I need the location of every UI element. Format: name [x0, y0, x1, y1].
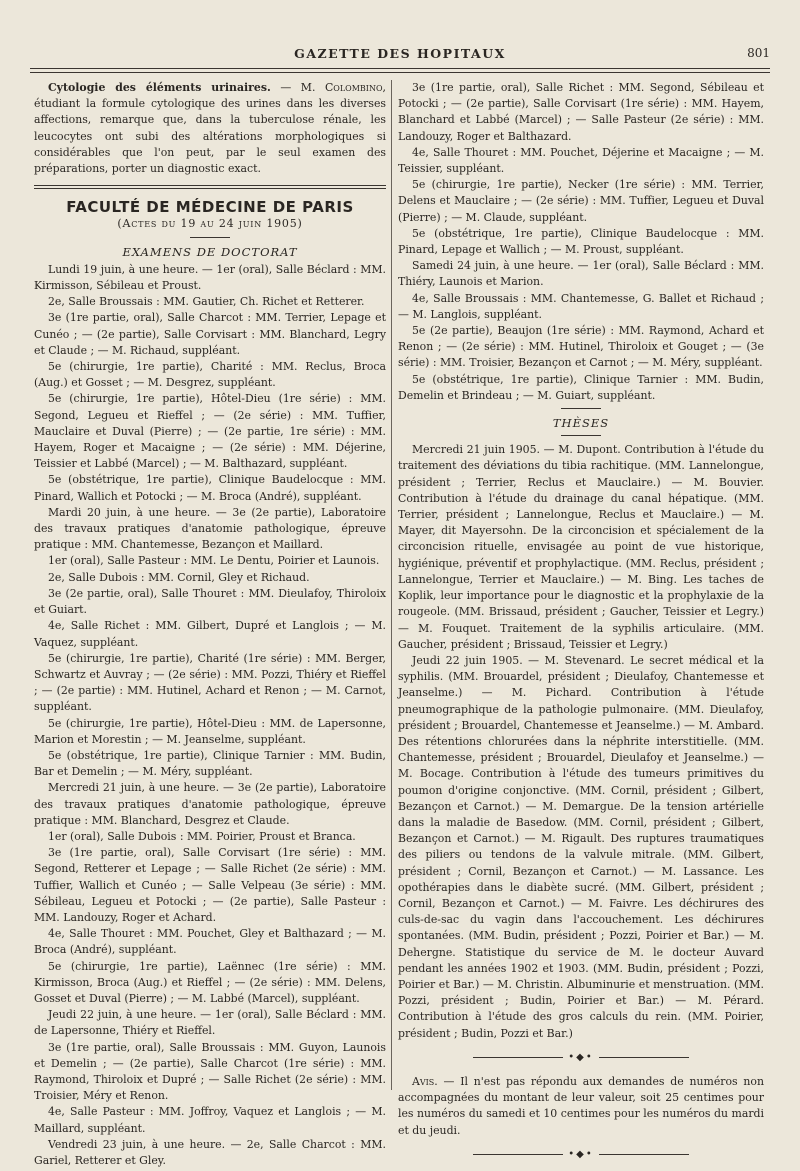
ornament-divider — [398, 1050, 764, 1066]
exam-paragraph: 3e (1re partie, oral), Salle Corvisart (1re série) : MM. Segond, Retterer et Lepage ; — Salle Richet (2e série) : MM. Tuffier, Wallich et Cunéo ; — Salle Velpeau (3e série) : MM. Sébileau, Legueu et Potocki ; — (2e partie), Salle Pasteur : MM. Landouzy, Roger et Achard. — [34, 846, 386, 924]
exam-paragraph: 3e (2e partie, oral), Salle Thouret : MM. Dieulafoy, Thiroloix et Guiart. — [34, 586, 386, 617]
page-header — [30, 40, 770, 80]
column-divider — [391, 80, 392, 1090]
exam-paragraph: 5e (obstétrique, 1re partie), Clinique Tarnier : MM. Budin, Bar et Demelin ; — M. Méry, suppléant. — [34, 748, 386, 779]
exam-paragraph: 5e (2e partie), Beaujon (1re série) : MM. Raymond, Achard et Renon ; — (2e série) : MM. Hutinel, Thiroloix et Gouget ; — (3e série) : MM. Troisier, Bezançon et Carnot ; — M. Méry, suppléant. — [398, 324, 764, 370]
exam-paragraph: 4e, Salle Pasteur : MM. Joffroy, Vaquez et Langlois ; — M. Maillard, suppléant. — [34, 1105, 386, 1135]
ornament-glyph: •◆• — [568, 1148, 594, 1160]
ornament-divider — [398, 1147, 764, 1163]
theses-paragraph: Mercredi 21 juin 1905. — M. Dupont. Contribution à l'étude du traitement des déviations du tibia rachitique. (MM. Lannelongue, président ; Terrier, Reclus et Mauclaire.) — M. Bouvier. Contribution à l'étude du drainage du canal hépatique. (MM. Terrier, président ; Lannelongue, Reclus et Mauclaire.) — M. Mayer, dit Mayersohn. De la circoncision et spécialement de la circoncision rituelle, envisagée au point de vue historique, hygiénique, préventif et prophylactique. (MM. Reclus, président ; Lannelongue, Terrier et Mauclaire.) — M. Bing. Les taches de Koplik, leur importance pour le diagnostic et la prophylaxie de la rougeole. (MM. Brissaud, président ; Gaucher, Teissier et Legry.) — M. Fouquet. Traitement de la syphilis articulaire. (MM. Gaucher, président ; Brissaud, Teissier et Legry.) — [398, 443, 764, 651]
section-rule-thin — [34, 188, 386, 189]
exam-paragraph: 5e (chirurgie, 1re partie), Necker (1re série) : MM. Terrier, Delens et Mauclaire ; — (2e série) : MM. Tuffier, Legueu et Duval (Pierre) ; — M. Claude, suppléant. — [398, 178, 764, 224]
exam-paragraph: 1er (oral), Salle Pasteur : MM. Le Dentu, Poirier et Launois. — [48, 554, 380, 568]
theses-title: THÈSES — [552, 416, 610, 431]
header-rule-thin — [30, 72, 770, 73]
ornament-glyph: •◆• — [568, 1051, 594, 1063]
header-rule — [30, 68, 770, 69]
faculty-subtitle: (Actes du 19 au 24 juin 1905) — [117, 217, 303, 231]
short-rule — [561, 435, 601, 436]
exam-paragraph: 5e (chirurgie, 1re partie), Charité : MM. Reclus, Broca (Aug.) et Gosset ; — M. Desgrez, suppléant. — [34, 360, 386, 390]
journal-title: GAZETTE DES HOPITAUX — [294, 46, 506, 61]
notice-paragraph — [398, 1074, 764, 1139]
exam-paragraph: 5e (obstétrique, 1re partie), Clinique Tarnier : MM. Budin, Demelin et Brindeau ; — M. Guiart, suppléant. — [398, 372, 764, 402]
exam-paragraph: 3e (1re partie, oral), Salle Broussais : MM. Guyon, Launois et Demelin ; — (2e partie), Salle Charcot (1re série) : MM. Raymond, Thiroloix et Dupré ; — Salle Richet (2e série) : MM. Troisier, Méry et Renon. — [34, 1040, 386, 1103]
notice-text: — Il n'est pas répondu aux demandes de numéros non accompagnées du montant de leur valeur, soit 25 centimes pour les numéros du samedi et 10 centimes pour les numéros du mardi et du jeudi. — [398, 1074, 764, 1137]
exam-paragraph: Jeudi 22 juin, à une heure. — 1er (oral), Salle Béclard : MM. de Lapersonne, Thiéry et Rieffel. — [34, 1008, 386, 1038]
exams-list-continued — [398, 80, 764, 404]
left-column — [34, 80, 386, 1169]
exam-paragraph: 3e (1re partie, oral), Salle Richet : MM. Segond, Sébileau et Potocki ; — (2e partie), Salle Corvisart (1re série) : MM. Hayem, Blanchard et Labbé (Marcel) ; — Salle Pasteur (2e série) : MM. Landouzy, Roger et Balthazard. — [398, 81, 764, 143]
exams-list — [34, 262, 386, 1169]
exam-paragraph: Lundi 19 juin, à une heure. — 1er (oral), Salle Béclard : MM. Kirmisson, Sébileau et Proust. — [34, 262, 386, 293]
page-number: 801 — [747, 46, 770, 60]
notice-label: Avis. — [412, 1074, 438, 1088]
exam-paragraph: Mardi 20 juin, à une heure. — 3e (2e partie), Laboratoire des travaux pratiques d'anatomie pathologique, épreuve pratique : MM. Chantemesse, Bezançon et Maillard. — [34, 505, 386, 552]
faculty-title: FACULTÉ DE MÉDECINE DE PARIS — [66, 198, 354, 217]
cytology-paragraph: Cytologie des éléments urinaires. — M. Colombino, étudiant la formule cytologique des urines dans les diverses affections, remarque que, dans la tuberculose rénale, les leucocytes ont subi des altérations morphologiques si considérables que l'on peut, par le seul examen des préparations, porter un diagnostic exact. — [34, 81, 386, 176]
exam-paragraph: 4e, Salle Thouret : MM. Pouchet, Gley et Balthazard ; — M. Broca (André), suppléant. — [34, 927, 386, 957]
exam-paragraph: 5e (chirurgie, 1re partie), Hôtel-Dieu (1re série) : MM. Segond, Legueu et Rieffel ; — (2e série) : MM. Tuffier, Mauclaire et Duval (Pierre) ; — (2e partie, 1re série) : MM. Hayem, Roger et Macaigne ; — (2e série) : MM. Déjerine, Teissier et Labbé (Marcel) ; — M. Balthazard, suppléant. — [34, 392, 386, 471]
exam-paragraph: Samedi 24 juin, à une heure. — 1er (oral), Salle Béclard : MM. Thiéry, Launois et Marion. — [398, 259, 764, 289]
exam-paragraph: 1er (oral), Salle Dubois : MM. Poirier, Proust et Branca. — [48, 829, 356, 843]
exam-paragraph: 5e (obstétrique, 1re partie), Clinique Baudelocque : MM. Pinard, Lepage et Wallich ; — M. Proust, suppléant. — [398, 226, 764, 257]
exam-paragraph: 2e, Salle Broussais : MM. Gautier, Ch. Richet et Retterer. — [48, 295, 365, 309]
exams-title: EXAMENS DE DOCTORAT — [122, 244, 298, 259]
exam-paragraph: 5e (chirurgie, 1re partie), Charité (1re série) : MM. Berger, Schwartz et Auvray ; — (2e série) : MM. Pozzi, Thiéry et Rieffel ; — (2e partie) : MM. Hutinel, Achard et Renon ; — M. Carnot, suppléant. — [34, 651, 386, 714]
exam-paragraph: 5e (chirurgie, 1re partie), Hôtel-Dieu : MM. de Lapersonne, Marion et Morestin ; — M. Jeanselme, suppléant. — [34, 716, 386, 746]
exam-paragraph: 4e, Salle Thouret : MM. Pouchet, Déjerine et Macaigne ; — M. Teissier, suppléant. — [398, 145, 764, 176]
exam-paragraph: 2e, Salle Dubois : MM. Cornil, Gley et Richaud. — [48, 570, 310, 584]
exam-paragraph: Mercredi 21 juin, à une heure. — 3e (2e partie), Laboratoire des travaux pratiques d'anatomie pathologique, épreuve pratique : MM. Blanchard, Desgrez et Claude. — [34, 781, 386, 827]
exam-paragraph: 4e, Salle Broussais : MM. Chantemesse, G. Ballet et Richaud ; — M. Langlois, suppléant. — [398, 291, 764, 321]
exam-paragraph: 4e, Salle Richet : MM. Gilbert, Dupré et Langlois ; — M. Vaquez, suppléant. — [34, 619, 386, 649]
short-rule — [561, 408, 601, 409]
short-rule — [190, 237, 230, 238]
exam-paragraph: 5e (chirurgie, 1re partie), Laënnec (1re série) : MM. Kirmisson, Broca (Aug.) et Rieffel ; — (2e série) : MM. Delens, Gosset et Duval (Pierre) ; — M. Labbé (Marcel), suppléant. — [34, 959, 386, 1005]
cytology-author: M. Colombino, — [300, 81, 386, 94]
right-column — [398, 80, 764, 1171]
exam-paragraph: 3e (1re partie, oral), Salle Charcot : MM. Terrier, Lepage et Cunéo ; — (2e partie), Salle Corvisart : MM. Blanchard, Legry et Claude ; — M. Richaud, suppléant. — [34, 311, 386, 357]
cytology-title: Cytologie des éléments urinaires. — [48, 81, 271, 94]
section-rule — [34, 185, 386, 186]
exam-paragraph: 5e (obstétrique, 1re partie), Clinique Baudelocque : MM. Pinard, Wallich et Potocki ; — M. Broca (André), suppléant. — [34, 473, 386, 503]
exam-paragraph: Vendredi 23 juin, à une heure. — 2e, Salle Charcot : MM. Gariel, Retterer et Gley. — [34, 1137, 386, 1167]
cytology-text: étudiant la formule cytologique des urines dans les diverses affections, remarque que, dans la tuberculose rénale, les leucocytes ont subi des altérations morphologiques si considérables que l'on peut, par le seul examen des préparations, porter un diagnostic exact. — [34, 97, 386, 176]
theses-paragraph: Jeudi 22 juin 1905. — M. Stevenard. Le secret médical et la syphilis. (MM. Brouardel, président ; Dieulafoy, Chantemesse et Jeanselme.) — M. Pichard. Contribution à l'étude pneumographique de la pathologie pulmonaire. (MM. Dieulafoy, président ; Brouardel, Chantemesse et Jeanselme.) — M. Ambard. Des rétentions chlorurées dans la néphrite interstitielle. (MM. Chantemesse, président ; Brouardel, Dieulafoy et Jeanselme.) — M. Bocage. Contribution à l'étude des tumeurs primitives du poumon d'origine conjonctive. (MM. Cornil, président ; Gilbert, Bezançon et Carnot.) — M. Demargue. De la tension artérielle dans la maladie de Basedow. (MM. Cornil, président ; Gilbert, Bezançon et Carnot.) — M. Rigault. Des ruptures traumatiques des piliers ou tendons de la valvule mitrale. (MM. Gilbert, président ; Cornil, Bezançon et Carnot.) — M. Lassance. Les opothérapies dans le diabète sucré. (MM. Gilbert, président ; Cornil, Bezançon et Carnot.) — M. Faivre. Les déchirures des culs-de-sac du vagin dans l'accouchement. Les déchirures spontanées. (MM. Budin, président ; Pozzi, Poirier et Bar.) — M. Dehergne. Statistique du service de M. le docteur Auvard pendant les années 1902 et 1903. (MM. Budin, président ; Pozzi, Poirier et Bar.) — M. Christin. Albuminurie et menstruation. (MM. Pozzi, président ; Budin, Poirier et Bar.) — M. Pérard. Contribution à l'étude des gros calculs du rein. (MM. Poirier, président ; Budin, Pozzi et Bar.) — [398, 653, 764, 1040]
